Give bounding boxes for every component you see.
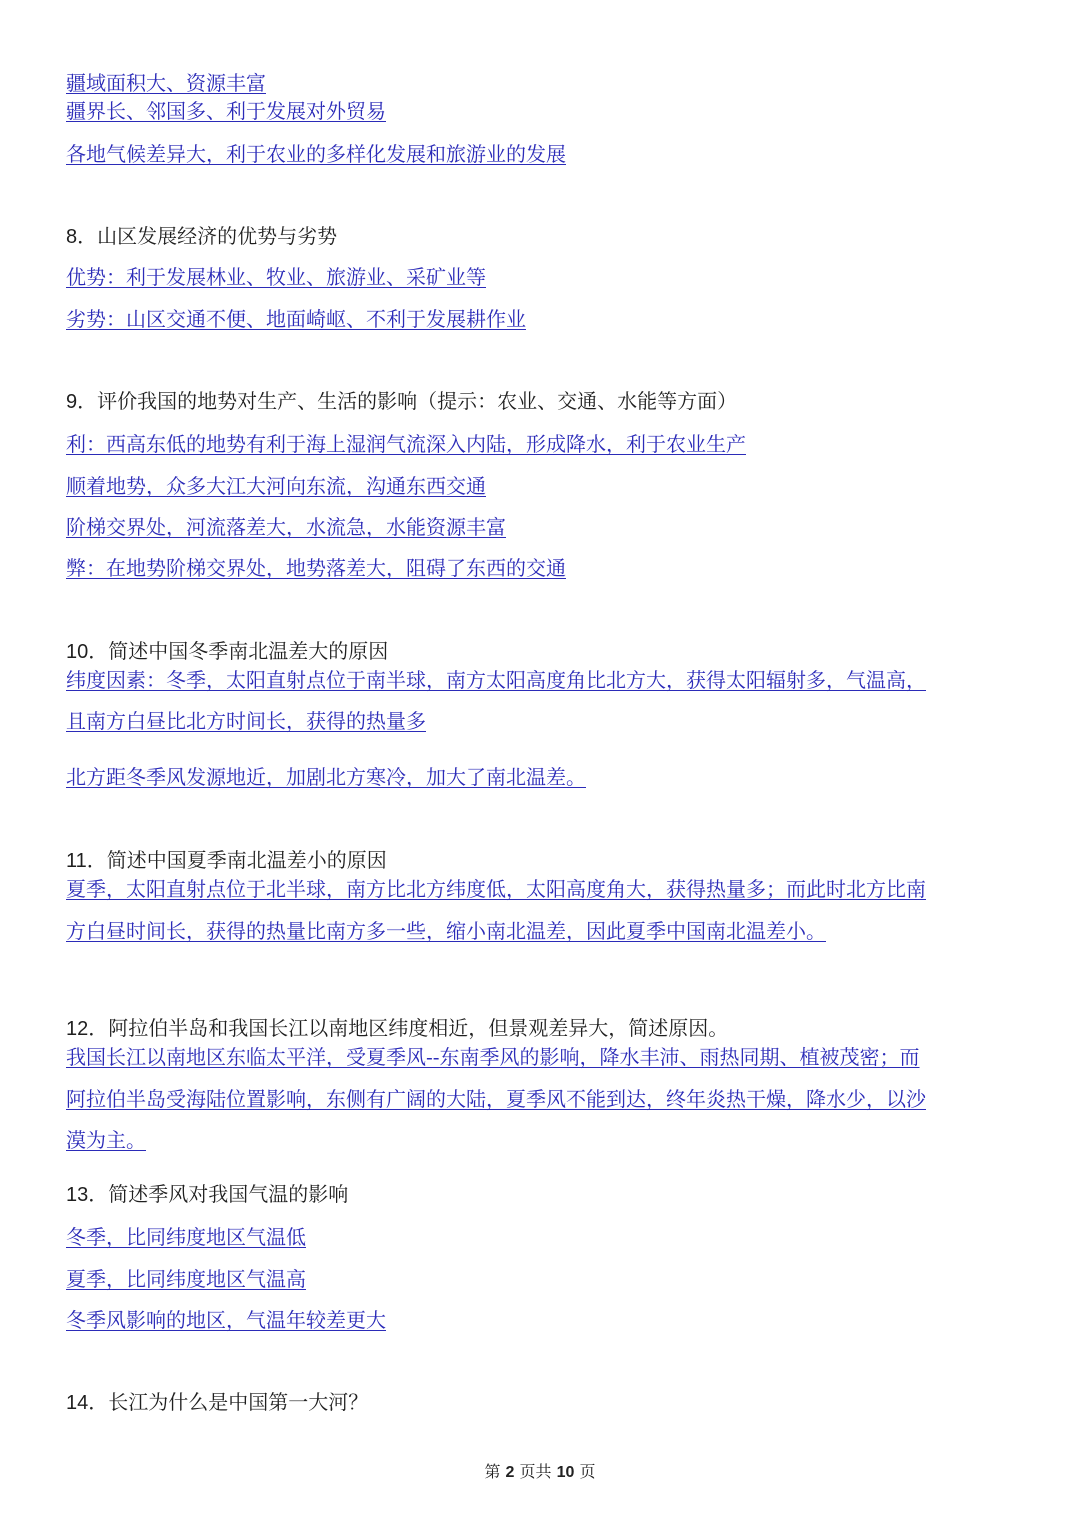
question-10 — [66, 638, 388, 665]
question-9 — [66, 388, 737, 415]
answer-line: 冬季风影响的地区，气温年较差更大 — [66, 1308, 386, 1332]
question-13 — [66, 1181, 348, 1208]
answer-line: 夏季，比同纬度地区气温高 — [66, 1267, 306, 1291]
answer-line: 且南方白昼比北方时间长，获得的热量多 — [66, 709, 426, 733]
answer-line: 纬度因素：冬季，太阳直射点位于南半球，南方太阳高度角比北方大，获得太阳辐射多，气温高， — [66, 668, 926, 692]
footer-prefix: 第 — [484, 1462, 501, 1481]
page-number: 2 — [505, 1464, 515, 1481]
answer-line: 北方距冬季风发源地近，加剧北方寒冷，加大了南北温差。 — [66, 765, 586, 789]
answer-line: 顺着地势，众多大江大河向东流，沟通东西交通 — [66, 474, 486, 498]
question-text: 阿拉伯半岛和我国长江以南地区纬度相近，但景观差异大，简述原因。 — [108, 1016, 729, 1040]
question-number: 12． — [66, 1018, 109, 1040]
footer-middle: 页共 — [519, 1462, 552, 1481]
answer-line: 疆界长、邻国多、利于发展对外贸易 — [66, 99, 386, 123]
answer-line: 夏季，太阳直射点位于北半球，南方比北方纬度低，太阳高度角大，获得热量多；而此时北方比南 — [66, 877, 926, 901]
question-number: 10． — [66, 641, 109, 663]
footer-suffix: 页 — [579, 1462, 596, 1481]
answer-line: 疆域面积大、资源丰富 — [66, 71, 266, 95]
answer-line: 劣势：山区交通不便、地面崎岖、不利于发展耕作业 — [66, 307, 526, 331]
answer-line: 阿拉伯半岛受海陆位置影响，东侧有广阔的大陆，夏季风不能到达，终年炎热干燥，降水少，以沙 — [66, 1087, 926, 1111]
answer-line: 方白昼时间长，获得的热量比南方多一些，缩小南北温差，因此夏季中国南北温差小。 — [66, 919, 826, 943]
question-text: 长江为什么是中国第一大河？ — [108, 1390, 369, 1414]
answer-line: 漠为主。 — [66, 1128, 146, 1152]
page-footer — [0, 1459, 1080, 1482]
answer-line: 优势：利于发展林业、牧业、旅游业、采矿业等 — [66, 265, 486, 289]
question-12 — [66, 1015, 728, 1042]
question-14 — [66, 1389, 368, 1416]
answer-line: 我国长江以南地区东临太平洋，受夏季风--东南季风的影响，降水丰沛、雨热同期、植被茂密；而 — [66, 1045, 920, 1069]
question-text: 简述季风对我国气温的影响 — [108, 1182, 349, 1206]
question-number: 13． — [66, 1184, 109, 1206]
question-text: 山区发展经济的优势与劣势 — [97, 224, 338, 248]
answer-line: 各地气候差异大，利于农业的多样化发展和旅游业的发展 — [66, 142, 566, 166]
question-8 — [66, 223, 337, 250]
question-text: 简述中国冬季南北温差大的原因 — [108, 639, 389, 663]
answer-line: 利：西高东低的地势有利于海上湿润气流深入内陆，形成降水，利于农业生产 — [66, 432, 746, 456]
question-number: 8． — [66, 226, 98, 248]
answer-line: 阶梯交界处，河流落差大，水流急，水能资源丰富 — [66, 515, 506, 539]
question-text: 简述中国夏季南北温差小的原因 — [106, 848, 387, 872]
page-total: 10 — [556, 1464, 575, 1481]
answer-line: 弊：在地势阶梯交界处，地势落差大，阻碍了东西的交通 — [66, 556, 566, 580]
question-text: 评价我国的地势对生产、生活的影响（提示：农业、交通、水能等方面） — [97, 389, 738, 413]
question-number: 14． — [66, 1392, 109, 1414]
question-11 — [66, 847, 387, 874]
question-number: 11． — [66, 850, 107, 872]
answer-line: 冬季，比同纬度地区气温低 — [66, 1225, 306, 1249]
question-number: 9． — [66, 391, 98, 413]
